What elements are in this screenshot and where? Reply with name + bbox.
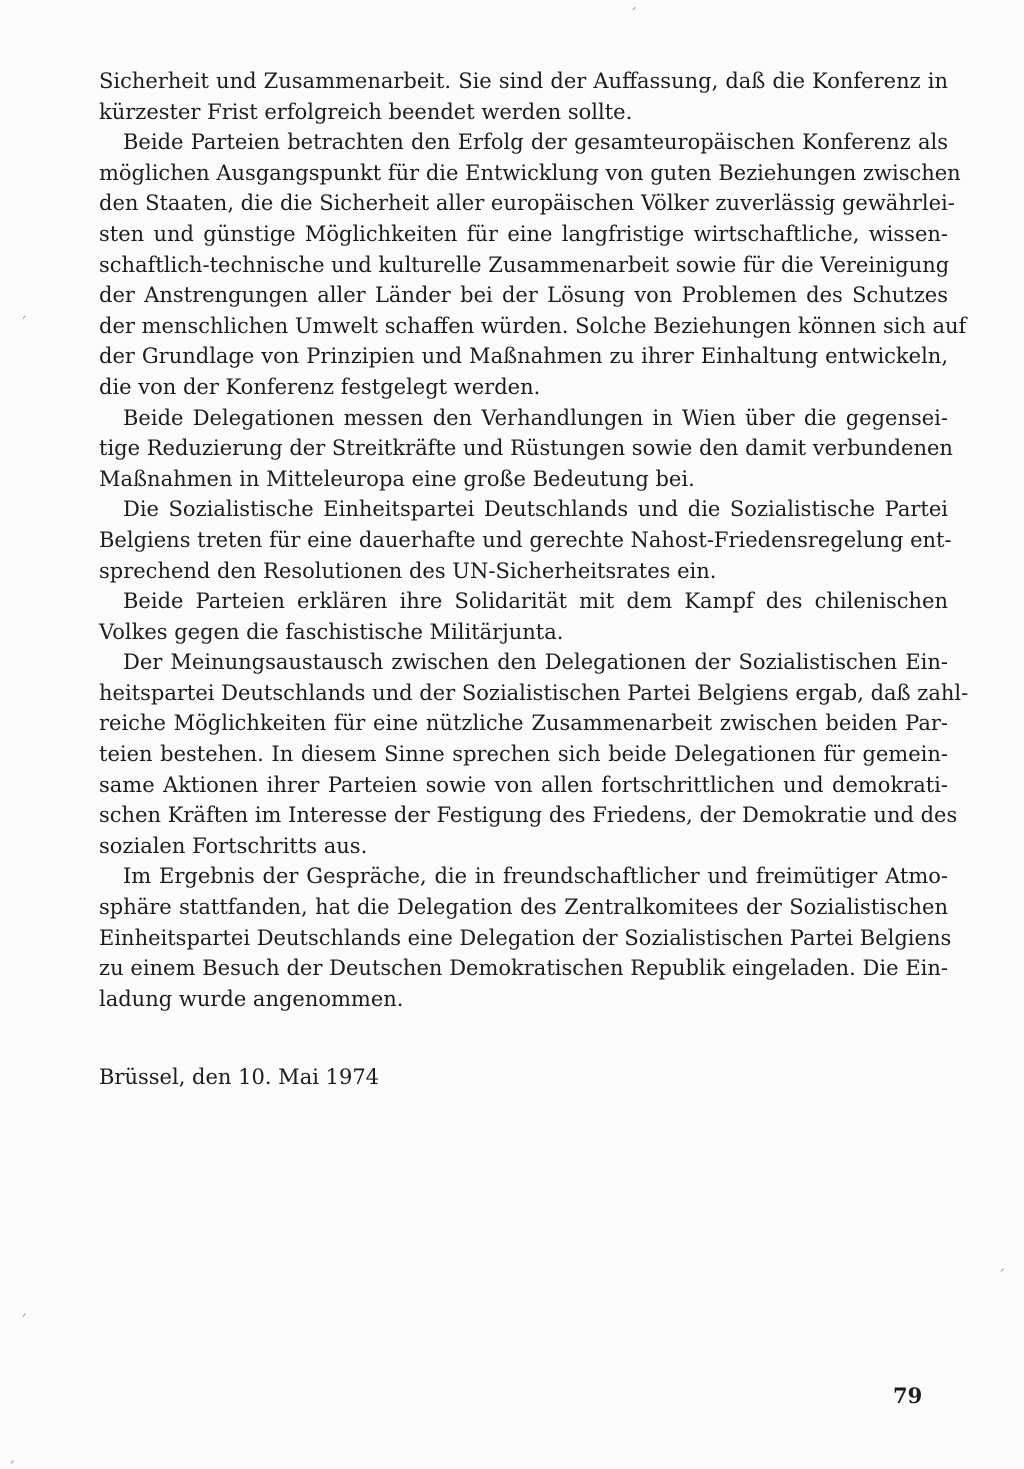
- text-line: kürzester Frist erfolgreich beendet werden sollte.: [99, 99, 633, 124]
- text-line: teien bestehen. In diesem Sinne sprechen sich beide Delegationen für gemein-: [99, 742, 948, 767]
- scan-mark: ˏ: [20, 303, 27, 319]
- paragraph: [99, 586, 948, 647]
- page-number: 79: [893, 1383, 923, 1408]
- dateline: Brüssel, den 10. Mai 1974: [99, 1065, 380, 1089]
- paragraph: [99, 127, 967, 402]
- text-line: Sicherheit und Zusammenarbeit. Sie sind der Auffassung, daß die Konferenz in: [99, 69, 948, 93]
- text-line: Die Sozialistische Einheitspartei Deutschlands und die Sozialistische Partei: [123, 497, 948, 522]
- text-line: möglichen Ausgangspunkt für die Entwicklung von guten Beziehungen zwischen: [99, 160, 961, 185]
- scan-mark: ˏ: [998, 1256, 1005, 1272]
- paragraph: [99, 66, 948, 127]
- scan-mark: ˊ: [630, 7, 637, 23]
- text-line: tige Reduzierung der Streitkräfte und Rüstungen sowie den damit verbundenen: [99, 436, 953, 461]
- text-line: Der Meinungsaustausch zwischen den Delegationen der Sozialistischen Ein-: [123, 650, 948, 675]
- text-line: die von der Konferenz festgelegt werden.: [99, 374, 541, 399]
- text-line: schaftlich-technische und kulturelle Zusammenarbeit sowie für die Vereinigung: [99, 252, 950, 277]
- text-line: Belgiens treten für eine dauerhafte und gerechte Nahost-Friedensregelung ent-: [99, 527, 952, 552]
- scan-mark: ˏ: [8, 1448, 15, 1464]
- text-line: Einheitspartei Deutschlands eine Delegation der Sozialistischen Partei Belgiens: [99, 925, 952, 950]
- paragraph: [99, 861, 952, 1014]
- text-line: heitspartei Deutschlands und der Sozialistischen Partei Belgiens ergab, daß zahl-: [99, 680, 969, 705]
- text-line: sozialen Fortschritts aus.: [99, 833, 368, 858]
- text-line: sten und günstige Möglichkeiten für eine langfristige wirtschaftliche, wissen-: [99, 221, 948, 246]
- text-line: Maßnahmen in Mitteleuropa eine große Bedeutung bei.: [99, 466, 695, 491]
- text-line: der Anstrengungen aller Länder bei der Lösung von Problemen des Schutzes: [99, 283, 948, 308]
- scan-mark: ˏ: [20, 1301, 27, 1317]
- text-line: den Staaten, die die Sicherheit aller europäischen Völker zuverlässig gewährlei-: [99, 191, 955, 216]
- document-body: [99, 66, 969, 1014]
- text-line: reiche Möglichkeiten für eine nützliche Zusammenarbeit zwischen beiden Par-: [99, 711, 948, 736]
- text-line: Beide Parteien erklären ihre Solidarität mit dem Kampf des chilenischen: [123, 589, 948, 614]
- text-line: zu einem Besuch der Deutschen Demokratischen Republik eingeladen. Die Ein-: [99, 956, 948, 981]
- text-line: Im Ergebnis der Gespräche, die in freundschaftlicher und freimütiger Atmo-: [123, 864, 948, 889]
- paragraph: [99, 647, 969, 861]
- paragraph: [99, 403, 953, 495]
- text-line: Volkes gegen die faschistische Militärjunta.: [99, 619, 564, 644]
- text-line: sprechend den Resolutionen des UN-Sicherheitsrates ein.: [99, 558, 717, 583]
- text-line: ladung wurde angenommen.: [99, 986, 404, 1011]
- paragraph: [99, 494, 952, 586]
- text-line: Beide Delegationen messen den Verhandlungen in Wien über die gegensei-: [123, 405, 948, 430]
- text-line: schen Kräften im Interesse der Festigung des Friedens, der Demokratie und des: [99, 803, 958, 828]
- text-line: der Grundlage von Prinzipien und Maßnahmen zu ihrer Einhaltung entwickeln,: [99, 344, 948, 369]
- text-line: sphäre stattfanden, hat die Delegation des Zentralkomitees der Sozialistischen: [99, 895, 948, 920]
- text-line: Beide Parteien betrachten den Erfolg der gesamteuropäischen Konferenz als: [123, 130, 948, 155]
- text-line: der menschlichen Umwelt schaffen würden. Solche Beziehungen können sich auf: [99, 313, 967, 338]
- text-line: same Aktionen ihrer Parteien sowie von allen fortschrittlichen und demokrati-: [99, 772, 948, 797]
